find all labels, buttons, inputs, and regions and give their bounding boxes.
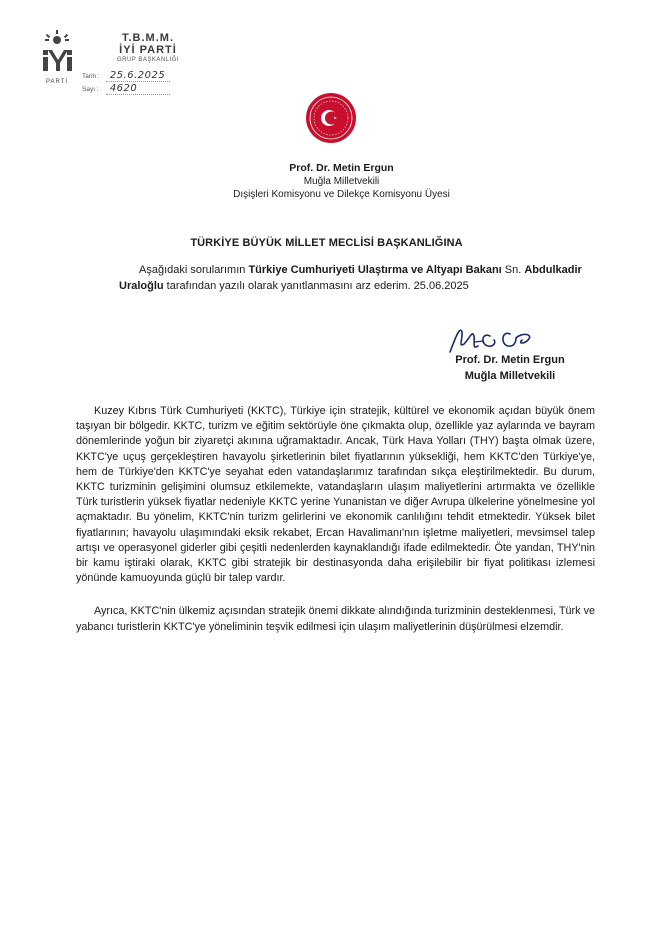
intro-paragraph — [119, 262, 597, 294]
author-committees: Dışişleri Komisyonu ve Dilekçe Komisyonu Üyesi — [233, 189, 450, 200]
stamp-heading — [86, 32, 210, 64]
intro-ministry: Türkiye Cumhuriyeti Ulaştırma ve Altyapı Bakanı — [248, 264, 502, 276]
stamp-date-row — [82, 70, 170, 82]
handwritten-signature — [444, 322, 564, 356]
stamp-number-value: 4620 — [106, 83, 170, 95]
stamp-title: T.B.M.M. — [122, 32, 174, 44]
author-district: Muğla Milletvekili — [303, 176, 380, 187]
document-body — [76, 404, 595, 653]
stamp-date-value: 25.6.2025 — [106, 70, 170, 82]
stamp-number-label: Sayı : — [82, 86, 99, 93]
signature-block — [440, 352, 580, 384]
intro-part2: Sn. — [501, 264, 525, 276]
author-header — [0, 162, 653, 201]
intro-minister: Abdulkadir Uraloğlu — [119, 264, 582, 292]
stamp-group: GRUP BAŞKANLIĞI — [116, 57, 180, 63]
author-name: Prof. Dr. Metin Ergun — [289, 162, 394, 174]
stamp-number-row — [82, 83, 170, 95]
body-paragraph-2: Ayrıca, KKTC'nin ülkemiz açısından stratejik önemi dikkate alındığında turizminin desteklenmesi, Türk ve yabancı turistlerin KKTC'ye yöneliminin teşvik edilmesi için ulaşım maliyetlerinin düşürülmesi elzemdir. — [76, 605, 595, 633]
addressee-heading: TÜRKİYE BÜYÜK MİLLET MECLİSİ BAŞKANLIĞINA — [190, 237, 463, 249]
signature-name: Prof. Dr. Metin Ergun — [455, 354, 565, 366]
intro-part3: tarafından yazılı olarak yanıtlanmasını arz ederim. 25.06.2025 — [163, 280, 469, 292]
stamp-party: İYİ PARTİ — [119, 44, 177, 56]
tbmm-receipt-stamp — [40, 30, 210, 100]
intro-part1: Aşağıdaki sorularımın — [139, 264, 249, 276]
tbmm-emblem-icon — [305, 92, 357, 144]
stamp-date-label: Tarih : — [82, 73, 100, 80]
iyi-party-logo-icon — [40, 30, 74, 86]
signature-district: Muğla Milletvekili — [464, 370, 556, 382]
svg-text:PARTİ: PARTİ — [45, 79, 69, 85]
body-paragraph-1: Kuzey Kıbrıs Türk Cumhuriyeti (KKTC), Türkiye için stratejik, kültürel ve ekonomik açıdan büyük önem taşıyan bir bölgedir. KKTC, turizm ve eğitim sektörüyle öne çıkmakta olup, özellikle yaz aylarında ve bayram dönemlerinde yoğun bir ziyaretçi akınına uğramaktadır. Ancak, Türk Hava Yolları (THY) başta olmak üzere, KKTC'ye uçuş gerçekleştiren havayolu şirketlerinin bilet fiyatlarının yüksekliği, hem KKTC'den Türkiye'ye, hem de Türkiye'den KKTC'ye seyahat eden vatandaşlarımız tarafından sıkça eleştirilmektedir. Bu durum, KKTC turizminin gelişimini olumsuz etkilemekte, vatandaşların ulaşım maliyetlerini artırmakta ve özellikle Türk turistlerin yüksek fiyatlar nedeniyle KKTC yerine Yunanistan ve diğer Avrupa ülkelerine yönelmesine yol açmaktadır. Bu yönelim, KKTC'nin turizm gelirlerini ve ekonomik canlılığını tehdit etmektedir. Yüksek bilet fiyatlarının; havayolu ulaşımındaki eksik rekabet, Ercan Havalimanı'nın işletme maliyetleri, mevsimsel talep artışı ve operasyonel giderler gibi çeşitli nedenlerden kaynaklandığı ifade edilmektedir. Öte yandan, THY'nin bir kamu iştiraki olarak, KKTC gibi stratejik bir destinasyonda daha erişilebilir bir fiyat politikası izlemesi yönünde kamuoyunda güçlü bir talep vardır. — [76, 405, 595, 585]
